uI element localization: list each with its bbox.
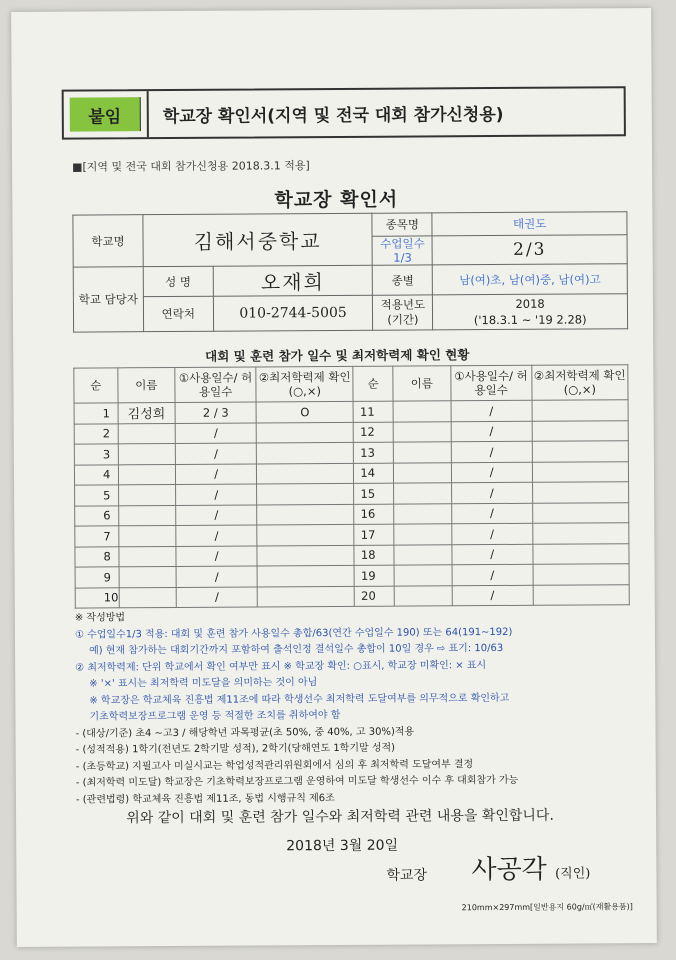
header-days-right: ①사용일수/ 허용일수 (450, 365, 531, 400)
days-used-right: / (451, 400, 532, 421)
row-number-right: 17 (354, 524, 394, 545)
year-value: 2018 (515, 296, 545, 311)
student-name-right (394, 544, 452, 565)
min-grade-check (257, 586, 354, 607)
header-grade: ②최저학력제 확인(○,×) (256, 366, 353, 402)
student-name (118, 484, 176, 505)
gender-value: 남(여)초, 남(여)중, 남(여)고 (433, 264, 628, 295)
days-used: 2 / 3 (175, 402, 256, 423)
note-line: - (대상/기준) 초4 ~고3 / 해당학년 과목평균(초 50%, 중 40%, 고 30%)적용 (75, 726, 415, 740)
min-grade-check-right (532, 441, 628, 462)
min-grade-check-right (533, 543, 629, 564)
student-name (119, 566, 177, 587)
days-used: / (175, 463, 256, 484)
student-name (118, 525, 176, 546)
row-number-right: 16 (354, 504, 394, 525)
row-number-right: 15 (354, 483, 394, 504)
days-used-right: / (451, 482, 532, 503)
min-grade-check-right (533, 564, 629, 585)
days-used: / (175, 422, 256, 443)
header-title: 학교장 확인서(지역 및 전국 대회 참가신청용) (147, 88, 624, 137)
row-number-right: 12 (354, 422, 394, 443)
min-grade-check: O (256, 401, 353, 422)
student-name-right (393, 421, 451, 442)
event-value: 태권도 (432, 212, 627, 236)
days-used-right: / (451, 462, 532, 483)
row-number: 4 (74, 464, 118, 485)
seal-mark: (직인) (555, 866, 591, 882)
student-name (118, 505, 176, 526)
date: 2018년 3월 20일 (286, 837, 399, 855)
application-note: ■[지역 및 전국 대회 참가신청용 2018.3.1 적용] (72, 159, 310, 174)
note-line: - (성적적용) 1학기(전년도 2학기말 성적), 2학기(당해연도 1학기말 성적) (75, 742, 396, 756)
header-grade-right: ②최저학력제 확인(○,×) (532, 365, 628, 401)
student-name-right (394, 462, 452, 483)
min-grade-check (257, 524, 354, 545)
min-grade-check-right (533, 523, 629, 544)
days-used-right: / (451, 441, 532, 462)
gender-label: 종별 (373, 265, 433, 295)
class-days-label: 수업일수 (380, 236, 425, 251)
school-label: 학교명 (73, 215, 143, 267)
attachment-tag: 붙임 (70, 97, 141, 131)
principal-signature (471, 848, 590, 886)
note-line: - (초등학교) 지필고사 미실시교는 학업성적관리위원회에서 심의 후 최저학력 도달여부 결정 (75, 758, 474, 773)
event-label: 종목명 (372, 213, 432, 236)
row-number-right: 14 (354, 463, 394, 484)
days-used: / (176, 545, 257, 566)
header-name-right: 이름 (393, 366, 451, 401)
note-line: 예) 현재 참가하는 대회기간까지 포함하여 출석인정 결석일수 총합이 10일 경우 ⇨ 표기: 10/63 (89, 642, 504, 657)
header-no: 순 (74, 368, 118, 403)
row-number: 5 (75, 485, 119, 506)
confirmation-text: 위와 같이 대회 및 훈련 참가 일수와 최저학력 관련 내용을 확인합니다. (126, 807, 554, 827)
row-number: 10 (75, 587, 119, 608)
min-grade-check-right (532, 420, 628, 441)
min-grade-check (257, 504, 354, 525)
note-line: ② 최저학력제: 단위 학교에서 확인 여부만 표시 ※ 학교장 확인: ○표시, 학교장 미확인: × 표시 (75, 659, 487, 674)
header-box (62, 86, 626, 139)
student-name (118, 423, 176, 444)
days-used: / (176, 484, 257, 505)
days-used-right: / (451, 503, 532, 524)
row-number-right: 11 (353, 401, 393, 422)
student-name-right (394, 585, 452, 606)
row-number: 1 (74, 403, 118, 424)
row-number: 6 (75, 505, 119, 526)
days-used-right: / (451, 421, 532, 442)
days-used: / (176, 566, 257, 587)
class-days-value: 2/3 (432, 235, 627, 265)
principal-name: 사공각 (471, 854, 547, 886)
name-label: 성 명 (143, 266, 213, 296)
min-grade-check (257, 463, 354, 484)
days-used-right: / (452, 544, 533, 565)
paper-spec: 210mm×297mm[일반용지 60g/㎡(재활용품)] (461, 902, 633, 913)
document-title: 학교장 확인서 (274, 188, 399, 212)
student-name (118, 443, 176, 464)
days-used-right: / (452, 564, 533, 585)
row-number: 2 (74, 423, 118, 444)
days-used: / (176, 525, 257, 546)
class-days-sub: 1/3 (393, 250, 412, 265)
roster-title: 대회 및 훈련 참가 일수 및 최저학력제 확인 현황 (205, 347, 470, 364)
note-line: ※ '×' 표시는 최저학력 미도달을 의미하는 것이 아님 (89, 677, 318, 690)
row-number-right: 13 (354, 442, 394, 463)
row-number-right: 19 (354, 565, 394, 586)
student-name-right (394, 565, 452, 586)
min-grade-check-right (532, 461, 628, 482)
student-name: 김성희 (118, 402, 176, 423)
days-used-right: / (451, 523, 532, 544)
writing-notes (75, 607, 636, 808)
min-grade-check-right (532, 400, 628, 421)
student-name-right (394, 483, 452, 504)
principal-label: 학교장 (386, 867, 428, 884)
student-name (119, 587, 177, 608)
min-grade-check (257, 545, 354, 566)
student-name-right (393, 401, 451, 422)
min-grade-check (257, 442, 354, 463)
note-line: - (관련법령) 학교체육 진흥법 제11조, 동법 시행규칙 제6조 (75, 792, 335, 806)
min-grade-check-right (533, 584, 629, 605)
note-line: ① 수업일수1/3 적용: 대회 및 훈련 참가 사용일수 총합/63(연간 수업일수 190) 또는 64(191~192) (74, 626, 513, 641)
days-used: / (176, 586, 257, 607)
days-used: / (175, 443, 256, 464)
document-page (11, 8, 657, 947)
note-line: 기초학력보장프로그램 운영 등 적절한 조치를 취하여야 함 (89, 709, 341, 723)
info-table (72, 211, 628, 332)
header-name: 이름 (117, 367, 175, 402)
name-value: 오재희 (213, 265, 373, 296)
row-number: 9 (75, 567, 119, 588)
table-row (75, 584, 629, 608)
student-name-right (394, 503, 452, 524)
note-line: - (최저학력 미도달) 학교장은 기초학력보장프로그램 운영하여 미도달 학생선수 이수 후 대회참가 가능 (75, 774, 519, 789)
note-line: ※ 학교장은 학교체육 진흥법 제11조에 따라 학생선수 최저학력 도달여부를 의무적으로 확인하고 (89, 692, 510, 706)
school-value: 김해서중학교 (143, 213, 373, 266)
contact-label: 연락처 (143, 296, 213, 331)
header-days: ①사용일수/ 허용일수 (175, 367, 256, 402)
min-grade-check (257, 483, 354, 504)
student-name-right (393, 442, 451, 463)
student-name (118, 464, 176, 485)
contact-value: 010-2744-5005 (213, 295, 373, 331)
note-line: ※ 작성방법 (74, 612, 126, 624)
row-number-right: 18 (354, 545, 394, 566)
min-grade-check (257, 565, 354, 586)
teacher-label: 학교 담당자 (73, 267, 143, 332)
min-grade-check (256, 422, 353, 443)
student-name (119, 546, 177, 567)
days-used: / (176, 504, 257, 525)
roster-table (73, 364, 629, 608)
min-grade-check-right (532, 502, 628, 523)
period-value: ('18.3.1 ~ '19 2.28) (473, 312, 587, 328)
row-number-right: 20 (355, 586, 395, 607)
header-no-right: 순 (353, 366, 393, 401)
row-number: 7 (75, 526, 119, 547)
min-grade-check-right (532, 482, 628, 503)
student-name-right (394, 524, 452, 545)
days-used-right: / (452, 585, 533, 606)
year-label: 적용년도 (기간) (373, 295, 433, 330)
row-number: 8 (75, 546, 119, 567)
row-number: 3 (74, 444, 118, 465)
